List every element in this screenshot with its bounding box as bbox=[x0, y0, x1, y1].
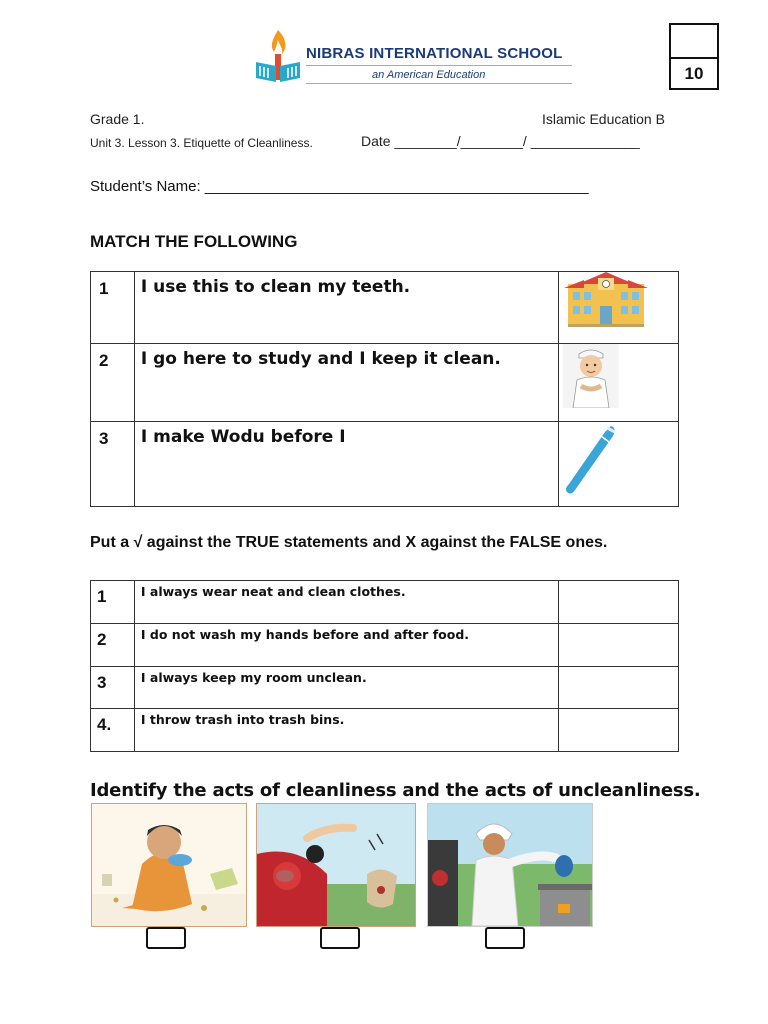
match-heading: MATCH THE FOLLOWING bbox=[90, 232, 298, 251]
table-row bbox=[91, 581, 679, 624]
answer-cell[interactable] bbox=[559, 581, 679, 624]
row-number: 2 bbox=[91, 624, 135, 667]
table-row bbox=[91, 667, 679, 709]
answer-box[interactable] bbox=[320, 927, 360, 949]
student-name-field[interactable]: Student’s Name: ______________________________________________ bbox=[90, 178, 589, 195]
logo-divider bbox=[306, 65, 572, 66]
match-table bbox=[90, 271, 679, 507]
man-throwing-trash-in-bin-illustration bbox=[427, 803, 593, 927]
true-false-table bbox=[90, 580, 679, 752]
answer-cell[interactable] bbox=[559, 667, 679, 709]
row-number: 3 bbox=[91, 667, 135, 709]
answer-cell[interactable] bbox=[559, 624, 679, 667]
subject-label: Islamic Education B bbox=[542, 111, 665, 127]
table-row bbox=[91, 624, 679, 667]
school-building-icon bbox=[564, 270, 648, 328]
row-number: 1 bbox=[91, 272, 135, 344]
grade-label: Grade 1. bbox=[90, 111, 145, 127]
unit-label: Unit 3. Lesson 3. Etiquette of Cleanliness. bbox=[90, 136, 313, 150]
match-picture-cell[interactable] bbox=[559, 272, 679, 344]
match-picture-cell[interactable] bbox=[559, 344, 679, 422]
table-row bbox=[91, 344, 679, 422]
table-row bbox=[91, 422, 679, 507]
score-total: 10 bbox=[684, 64, 704, 83]
logo-divider-bottom bbox=[306, 83, 572, 84]
match-picture-cell[interactable] bbox=[559, 422, 679, 507]
statement: I throw trash into trash bins. bbox=[134, 709, 559, 752]
littering-from-car-illustration bbox=[256, 803, 416, 927]
date-field[interactable]: Date ________/________/ ______________ bbox=[361, 133, 640, 149]
row-number: 4. bbox=[91, 709, 135, 752]
identify-heading: Identify the acts of cleanliness and the acts of uncleanliness. bbox=[90, 780, 701, 801]
boy-eating-messy-illustration bbox=[91, 803, 247, 927]
row-number: 3 bbox=[91, 422, 135, 507]
statement: I always keep my room unclean. bbox=[134, 667, 559, 709]
toothbrush-icon bbox=[561, 422, 621, 502]
row-number: 1 bbox=[91, 581, 135, 624]
table-row bbox=[91, 709, 679, 752]
match-statement[interactable]: I make Wodu before I bbox=[134, 422, 559, 507]
row-number: 2 bbox=[91, 344, 135, 422]
answer-cell[interactable] bbox=[559, 709, 679, 752]
score-divider bbox=[669, 57, 719, 59]
boy-praying-icon bbox=[563, 344, 619, 408]
statement: I do not wash my hands before and after food. bbox=[134, 624, 559, 667]
statement: I always wear neat and clean clothes. bbox=[134, 581, 559, 624]
answer-box[interactable] bbox=[485, 927, 525, 949]
match-statement[interactable]: I go here to study and I keep it clean. bbox=[134, 344, 559, 422]
table-row bbox=[91, 272, 679, 344]
answer-box[interactable] bbox=[146, 927, 186, 949]
school-name: NIBRAS INTERNATIONAL SCHOOL bbox=[306, 45, 563, 62]
school-tagline: an American Education bbox=[372, 69, 486, 81]
torch-book-icon bbox=[250, 26, 306, 88]
match-statement[interactable]: I use this to clean my teeth. bbox=[134, 272, 559, 344]
true-false-heading: Put a √ against the TRUE statements and X against the FALSE ones. bbox=[90, 534, 608, 551]
